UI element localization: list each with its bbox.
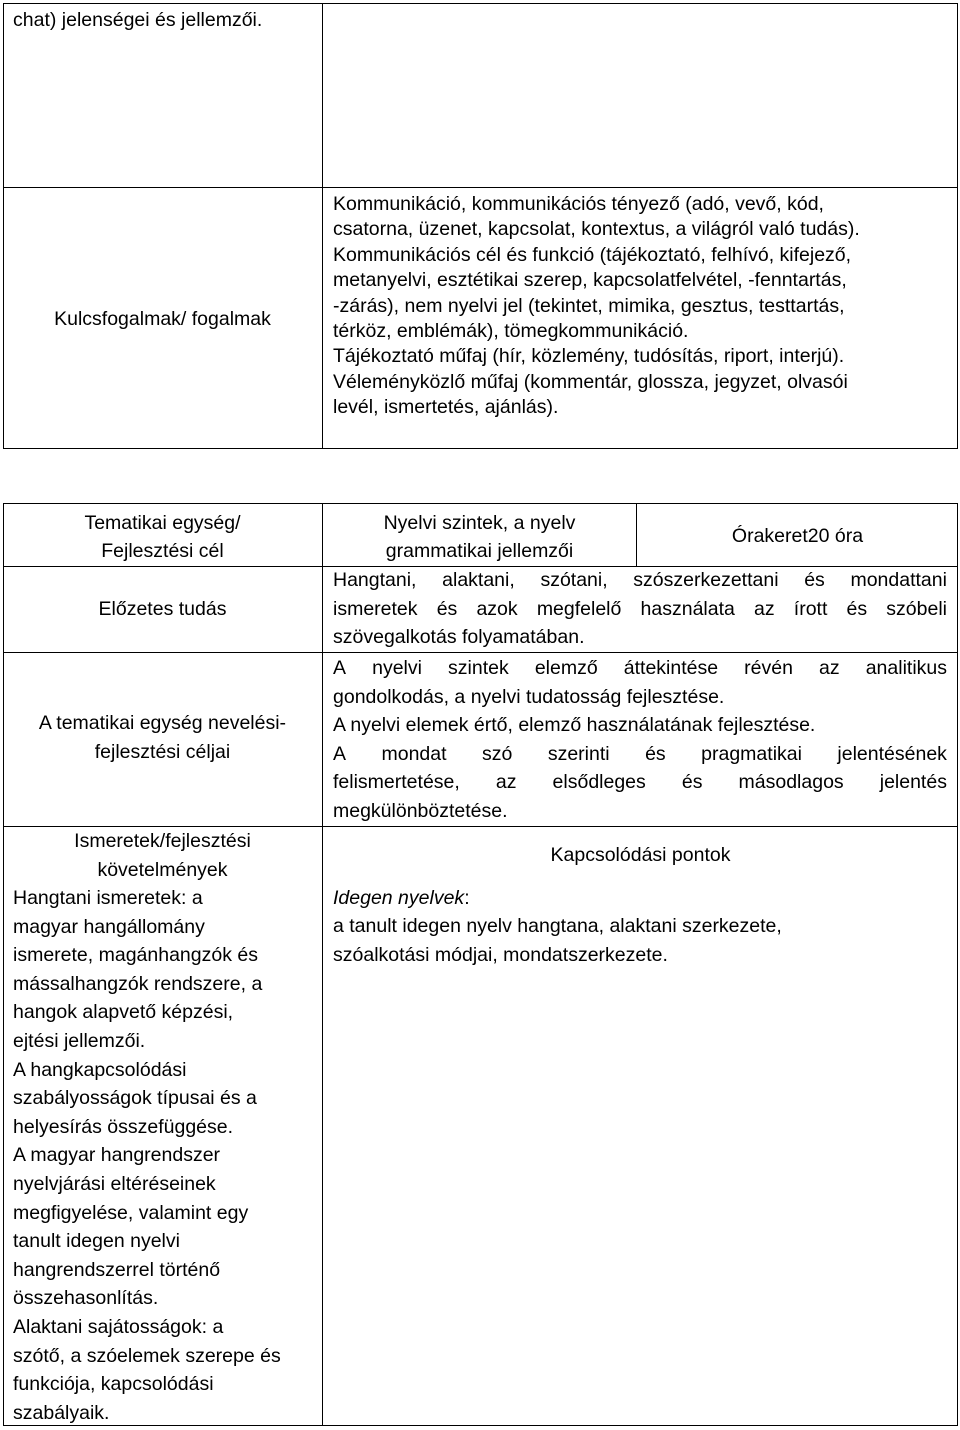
word: jelentésének [837,742,947,765]
kulcsfogalmak-text [333,192,860,421]
celjai-line: megkülönböztetése. [333,799,508,822]
main-table-divider [322,503,323,1426]
kulcsfogalmak-line: -zárás), nem nyelvi jel (tekintet, mimika, gesztus, testtartás, [333,294,845,317]
word: felismertetése, [333,771,460,793]
top-row1-left-text: chat) jelenségei és jellemzői. [13,9,263,31]
word: megfelelő [536,597,622,620]
elozetes-line [333,566,947,595]
idegen-nyelvek-colon: : [464,887,470,909]
ismeretek-label [3,827,322,884]
word: írott [793,597,828,620]
nyelvi-szintek-title-line1: Nyelvi szintek, a nyelv [383,512,576,534]
elozetes-line [333,595,947,624]
celjai-line: gondolkodás, a nyelvi tudatosság fejlesztése. [333,685,725,708]
ismeretek-line: A hangkapcsolódási [13,1058,187,1081]
word: és [804,569,825,591]
main-row-divider-2 [3,652,958,653]
kulcsfogalmak-line: Tájékoztató műfaj (hír, közlemény, tudósítás, riport, interjú). [333,345,845,368]
ismeretek-line: magyar hangállomány [13,915,205,938]
word: elsődleges [552,771,646,793]
nevelesi-celjai-line2: fejlesztési céljai [94,740,231,763]
orakeret-label: Órakeret20 óra [731,525,864,547]
word: pragmatikai [701,742,802,765]
ismeretek-line: megfigyelése, valamint egy [13,1201,249,1224]
ismeretek-label-line2: követelmények [97,858,228,881]
tematikai-egyseg-line1: Tematikai egység/ [84,512,241,534]
top-table-divider [322,3,323,449]
ismeretek-line: mássalhangzók rendszere, a [13,972,263,995]
word: ismeretek [333,597,418,620]
word: az [819,657,840,679]
ismeretek-line: szabályosságok típusai és a [13,1087,257,1110]
nyelvi-szintek-title-line2: grammatikai jellemzői [385,540,574,562]
word: alaktani, [442,569,515,591]
kulcsfogalmak-line: Kommunikációs cél és funkció (tájékoztató, felhívó, kifejező, [333,243,852,266]
kulcsfogalmak-line: Kommunikáció, kommunikációs tényező (adó, vevő, kód, [333,193,824,215]
idegen-nyelvek-label: Idegen nyelvek [333,887,465,909]
kulcsfogalmak-line: csatorna, üzenet, kapcsolat, kontextus, a világról való tudás). [333,218,860,241]
idegen-nyelvek-heading [333,884,470,913]
word: az [495,771,517,793]
ismeretek-label-line1: Ismeretek/fejlesztési [74,830,251,852]
word: szintek [448,657,509,679]
word: szótani, [540,569,608,591]
word: szó [482,742,513,765]
word: analitikus [865,657,947,679]
elozetes-tudas-label: Előzetes tudás [98,598,227,620]
word: és [436,597,458,620]
ismeretek-line: A magyar hangrendszer [13,1144,221,1167]
ismeretek-line: hangok alapvető képzési, [13,1001,234,1024]
tematikai-egyseg-line2: Fejlesztési cél [101,540,224,562]
nevelesi-celjai-label [3,709,322,766]
kulcsfogalmak-label: Kulcsfogalmak/ fogalmak [54,308,271,330]
elozetes-line: szövegalkotás folyamatában. [333,626,585,648]
ismeretek-line: hangrendszerrel történő [13,1258,221,1281]
idegen-nyelvek-line1: a tanult idegen nyelv hangtana, alaktani szerkezete, [333,915,782,937]
word: elemző [534,657,598,679]
word: áttekintése [623,657,719,679]
ismeretek-line: funkciója, kapcsolódási [13,1373,214,1396]
word: és [645,742,666,765]
tematikai-egyseg-label [3,509,322,565]
kulcsfogalmak-line: metanyelvi, esztétikai szerep, kapcsolatfelvétel, -fenntartás, [333,269,847,292]
nevelesi-celjai-line1: A tematikai egység nevelési- [38,712,287,734]
celjai-line: A nyelvi elemek értő, elemző használatának fejlesztése. [333,714,816,736]
word: szerinti [547,742,610,765]
elozetes-tudas-text [333,566,947,652]
nyelvi-szintek-title [323,509,636,565]
word: A [333,742,347,765]
word: és [681,771,703,793]
nevelesi-celjai-text [333,654,947,825]
word: Hangtani, [333,569,417,591]
word: nyelvi [372,657,422,679]
kapcsolodasi-pontok-label: Kapcsolódási pontok [550,844,731,866]
word: szóbeli [886,597,947,620]
word: használata [640,597,735,620]
celjai-line [333,768,947,797]
word: és [846,597,868,620]
ismeretek-line: Hangtani ismeretek: a [13,887,203,909]
word: azok [476,597,518,620]
ismeretek-line: helyesírás összefüggése. [13,1115,234,1138]
ismeretek-line: tanult idegen nyelvi [13,1230,180,1253]
kulcsfogalmak-line: Véleményközlő műfaj (kommentár, glossza, jegyzet, olvasói [333,370,848,393]
word: szószerkezettani [633,569,779,591]
kulcsfogalmak-line: térköz, emblémák), tömegkommunikáció. [333,320,689,343]
celjai-line [333,654,947,683]
word: mondattani [850,569,947,591]
ismeretek-line: nyelvjárási eltéréseinek [13,1172,216,1195]
kulcsfogalmak-line: levél, ismertetés, ajánlás). [333,396,559,419]
ismeretek-line: összehasonlítás. [13,1287,159,1310]
idegen-nyelvek-line2: szóalkotási módjai, mondatszerkezete. [333,944,668,966]
word: másodlagos [738,771,844,793]
word: az [754,597,775,620]
ismeretek-text [13,884,281,1427]
ismeretek-line: szótő, a szóelemek szerepe és [13,1344,281,1367]
word: jelentés [879,771,947,793]
ismeretek-line: ismerete, magánhangzók és [13,944,258,967]
word: A [333,657,347,679]
top-table-row-divider [3,187,958,188]
word: mondat [381,742,447,765]
celjai-line [333,740,947,769]
ismeretek-line: ejtési jellemzői. [13,1029,146,1052]
ismeretek-line: Alaktani sajátosságok: a [13,1315,224,1338]
ismeretek-line: szabályaik. [13,1401,110,1424]
word: révén [744,657,793,679]
